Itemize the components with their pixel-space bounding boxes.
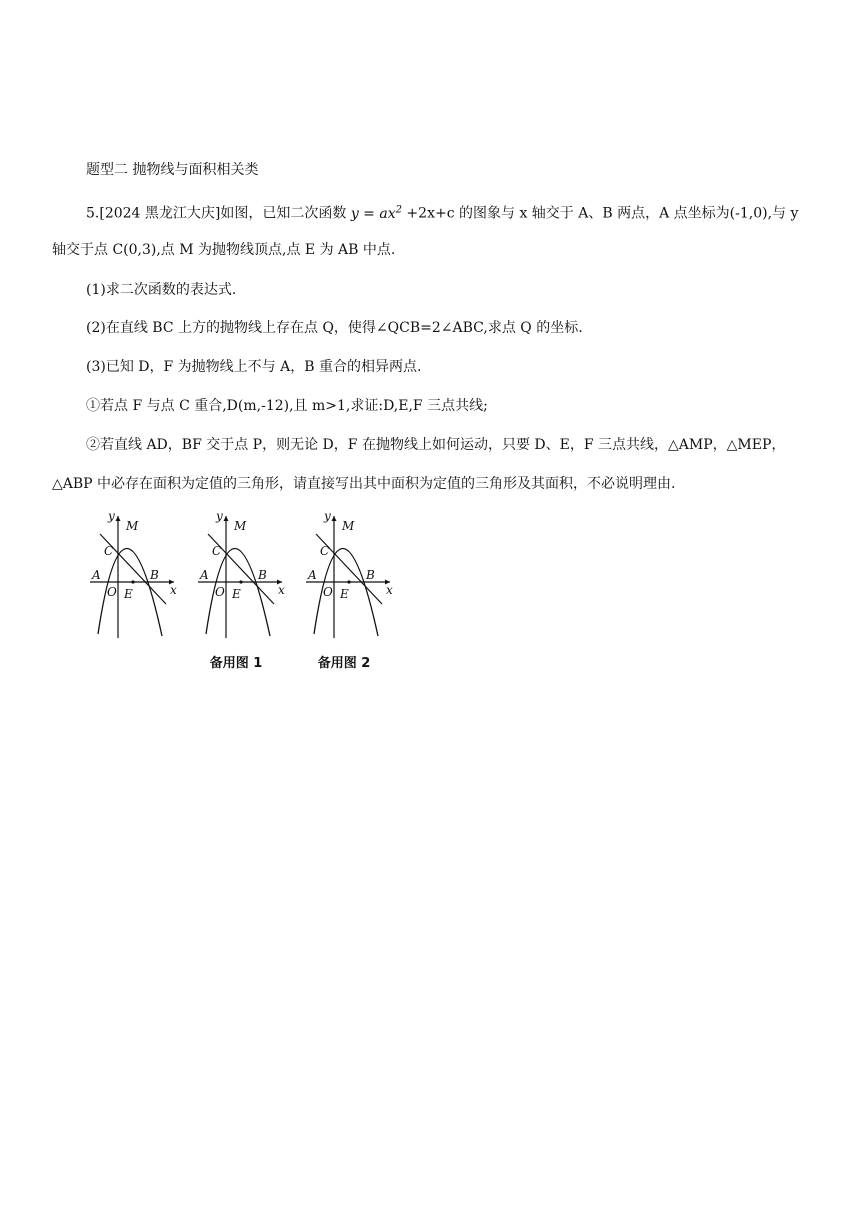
intro-text-a: 5.[2024 黑龙江大庆]如图，已知二次函数 xyxy=(86,205,351,222)
label-E: E xyxy=(340,587,349,601)
problem-intro-line-2: 轴交于点 C(0,3),点 M 为抛物线顶点,点 E 为 AB 中点. xyxy=(52,242,396,258)
label-E: E xyxy=(232,587,241,601)
figure-backup-2 xyxy=(302,508,394,642)
label-E: E xyxy=(124,587,133,601)
parabola-graph xyxy=(302,508,394,642)
question-3-part-2-line-2: △ABP 中必存在面积为定值的三角形，请直接写出其中面积为定值的三角形及其面积，不必说明理由. xyxy=(52,476,676,492)
parabola-graph xyxy=(86,508,178,642)
label-C: C xyxy=(212,544,222,558)
label-M: M xyxy=(342,519,355,533)
intro-text-b: +2x+c 的图象与 x 轴交于 A、B 两点，A 点坐标为(-1,0),与 y xyxy=(401,205,799,222)
figure-main xyxy=(86,508,178,642)
label-y: y xyxy=(324,509,331,523)
label-x: x xyxy=(278,583,285,597)
figure-group xyxy=(86,508,406,678)
label-O: O xyxy=(107,585,117,599)
label-M: M xyxy=(234,519,247,533)
question-3: (3)已知 D，F 为抛物线上不与 A，B 重合的相异两点. xyxy=(86,359,422,375)
label-O: O xyxy=(323,585,333,599)
label-A: A xyxy=(200,568,209,582)
label-x: x xyxy=(170,583,177,597)
label-B: B xyxy=(366,568,375,582)
caption-backup-1: 备用图 1 xyxy=(209,656,263,671)
label-A: A xyxy=(308,568,317,582)
question-3-part-1: ①若点 F 与点 C 重合,D(m,-12),且 m>1,求证:D,E,F 三点共线; xyxy=(86,398,488,414)
label-B: B xyxy=(150,568,159,582)
question-1: (1)求二次函数的表达式. xyxy=(86,282,237,298)
label-M: M xyxy=(126,519,139,533)
parabola-graph xyxy=(194,508,286,642)
caption-backup-2: 备用图 2 xyxy=(317,656,371,671)
question-3-part-2-line-1: ②若直线 AD，BF 交于点 P，则无论 D，F 在抛物线上如何运动，只要 D、E，F 三点共线，△AMP，△MEP， xyxy=(86,437,786,453)
label-x: x xyxy=(386,583,393,597)
label-O: O xyxy=(215,585,225,599)
section-title: 题型二 抛物线与面积相关类 xyxy=(86,162,259,178)
label-C: C xyxy=(320,544,330,558)
label-C: C xyxy=(104,544,114,558)
label-y: y xyxy=(108,509,115,523)
label-A: A xyxy=(92,568,101,582)
label-y: y xyxy=(216,509,223,523)
label-B: B xyxy=(258,568,267,582)
problem-intro-line-1 xyxy=(86,200,798,224)
question-2: (2)在直线 BC 上方的抛物线上存在点 Q，使得∠QCB=2∠ABC,求点 Q 的坐标. xyxy=(86,320,583,336)
formula: $y = ax^2$ xyxy=(350,204,402,222)
figure-backup-1 xyxy=(194,508,286,642)
